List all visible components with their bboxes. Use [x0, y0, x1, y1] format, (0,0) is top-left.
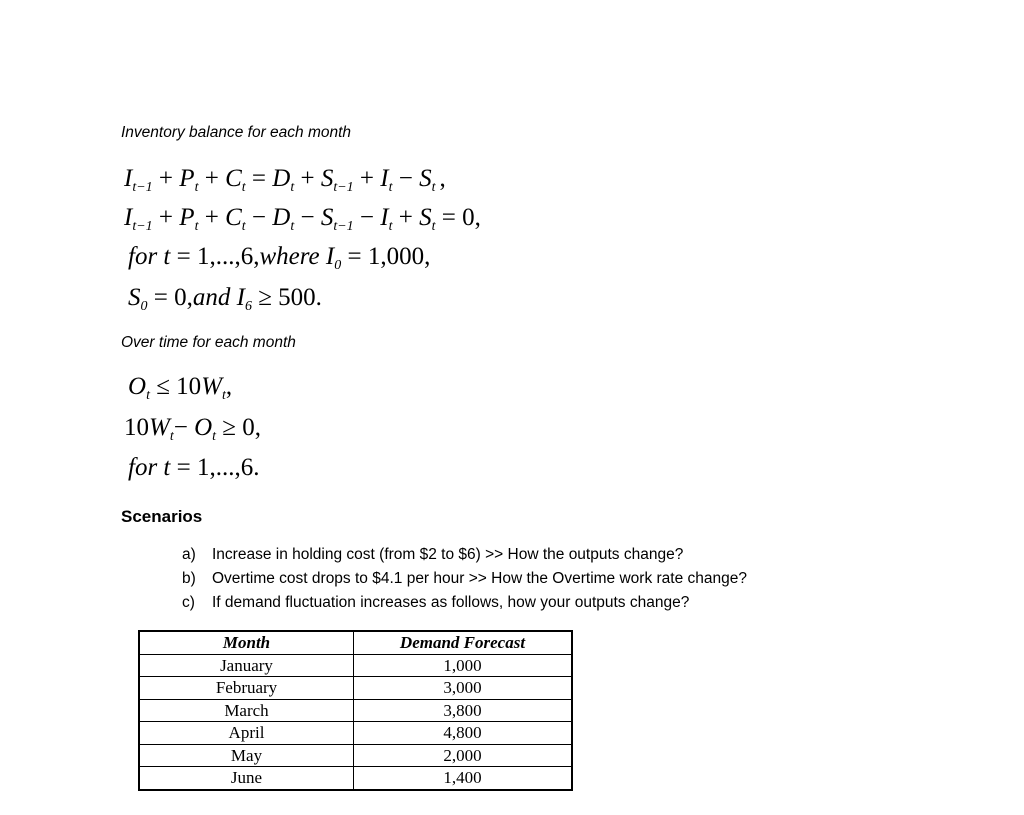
demand-cell: 2,000 — [354, 744, 573, 767]
month-cell: May — [139, 744, 354, 767]
month-cell: April — [139, 722, 354, 745]
table-row — [139, 699, 572, 722]
overtime-equation-1: $O_t \le 10W_t$, — [128, 373, 233, 403]
demand-forecast-table — [138, 630, 573, 791]
scenario-label: c) — [182, 594, 195, 611]
header-demand-forecast: Demand Forecast — [354, 631, 573, 654]
header-month: Month — [139, 631, 354, 654]
inventory-equation-1: $I_{t-1} + P_t + C_t = D_t + S_{t-1} + I_t - S_t$ , — [124, 165, 446, 195]
table-row — [139, 654, 572, 677]
scenario-label: a) — [182, 546, 196, 563]
scenario-text: Increase in holding cost (from $2 to $6) >> How the outputs change? — [212, 546, 684, 563]
overtime-equation-2: $10W_t- O_t \ge 0$, — [124, 414, 262, 444]
demand-cell: 3,800 — [354, 699, 573, 722]
table-row — [139, 767, 572, 790]
overtime-caption: Over time for each month — [121, 334, 296, 351]
scenario-item — [182, 594, 689, 612]
demand-cell: 4,800 — [354, 722, 573, 745]
inventory-equation-2: $I_{t-1} + P_t + C_t - D_t - S_{t-1} - I_t + S_t = 0$, — [124, 204, 481, 234]
inventory-balance-caption: Inventory balance for each month — [121, 124, 352, 141]
table-row — [139, 722, 572, 745]
table-row — [139, 677, 572, 700]
scenario-item — [182, 570, 747, 588]
scenario-text: If demand fluctuation increases as follows, how your outputs change? — [212, 594, 690, 611]
month-cell: January — [139, 654, 354, 677]
month-cell: March — [139, 699, 354, 722]
scenario-label: b) — [182, 570, 196, 587]
inventory-equation-4: $S_0 = 0,and$ $I_6 \ge 500$. — [128, 284, 322, 314]
inventory-equation-3: for t = 1,...,6,where $I_0 = 1,000$, — [128, 243, 431, 273]
scenarios-heading: Scenarios — [121, 507, 203, 526]
scenario-item — [182, 546, 683, 564]
demand-cell: 1,400 — [354, 767, 573, 790]
month-cell: February — [139, 677, 354, 700]
scenario-text: Overtime cost drops to $4.1 per hour >> How the Overtime work rate change? — [212, 570, 748, 587]
table-row — [139, 744, 572, 767]
table-header-row — [139, 631, 572, 654]
overtime-equation-3: for t = 1,...,6. — [128, 454, 260, 481]
demand-cell: 1,000 — [354, 654, 573, 677]
demand-cell: 3,000 — [354, 677, 573, 700]
month-cell: June — [139, 767, 354, 790]
